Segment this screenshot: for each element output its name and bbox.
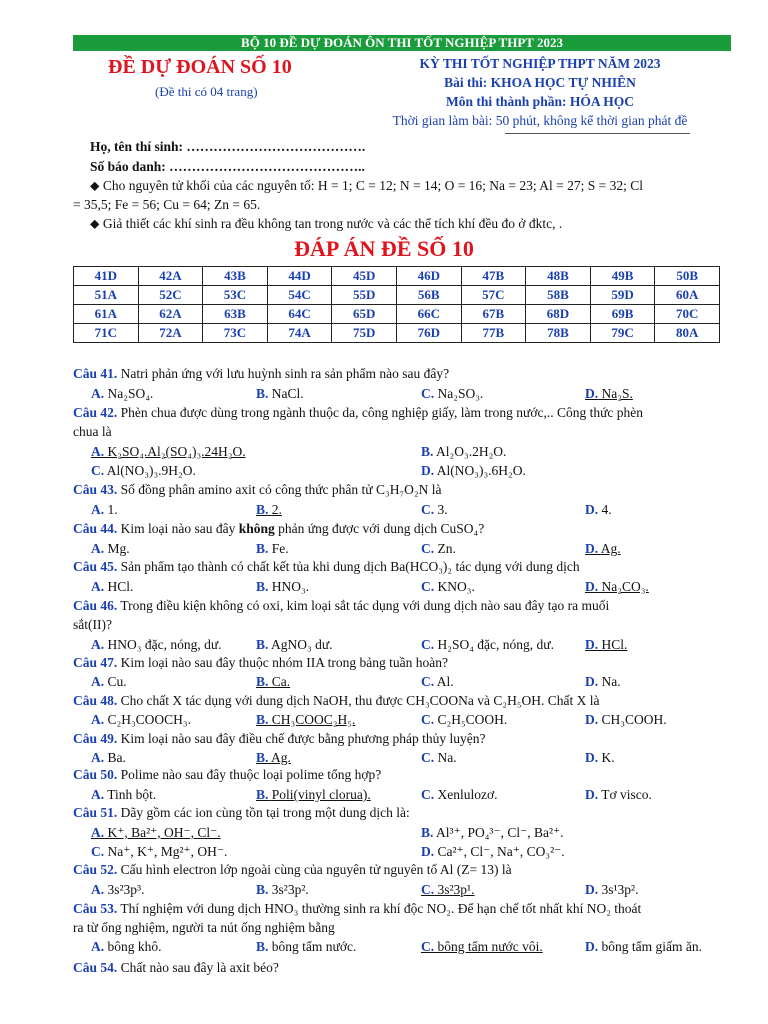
answer-cell: 44D (267, 267, 332, 286)
option-49-c: C. Na. (421, 750, 457, 765)
question-51: Câu 51. Dãy gồm các ion cùng tồn tại trong một dung dịch là: (73, 805, 410, 820)
option-51-a: A. K⁺, Ba²⁺, OH⁻, Cl⁻. (91, 825, 221, 840)
answer-cell: 62A (138, 305, 203, 324)
question-49: Câu 49. Kim loại nào sau đây điều chế được bằng phương pháp thủy luyện? (73, 731, 486, 746)
answer-cell: 66C (396, 305, 461, 324)
question-42-cont: chua là (73, 424, 112, 439)
answer-cell: 46D (396, 267, 461, 286)
answer-cell: 49B (590, 267, 655, 286)
question-45: Câu 45. Sản phẩm tạo thành có chất kết tủa khi dung dịch Ba(HCO₃)₂ tác dụng với dung dịch (73, 559, 580, 574)
answer-cell: 64C (267, 305, 332, 324)
option-45-d: D. Na₂CO₃. (585, 579, 649, 594)
option-50-d: D. Tơ visco. (585, 787, 652, 802)
candidate-number: Số báo danh: …………………………………….. (90, 159, 365, 174)
answer-cell: 65D (332, 305, 397, 324)
divider (505, 133, 690, 134)
option-48-b: B. CH₃COOC₂H₅. (256, 712, 356, 727)
option-47-b: B. Ca. (256, 674, 291, 689)
gas-assumption-note: ⬥ Giả thiết các khí sinh ra đều không tan trong nước và các thể tích khí đều đo ở đktc, . (90, 216, 563, 231)
option-42-c: C. Al(NO₃)₃.9H₂O. (91, 463, 196, 478)
question-47: Câu 47. Kim loại nào sau đây thuộc nhóm IIA trong bảng tuần hoàn? (73, 655, 448, 670)
option-46-b: B. AgNO₃ dư. (256, 637, 333, 652)
option-45-b: B. HNO₃. (256, 579, 310, 594)
exam-time: Thời gian làm bài: 50 phút, không kể thời gian phát đề (392, 113, 688, 128)
answer-cell: 51A (74, 286, 139, 305)
option-43-c: C. 3. (421, 502, 448, 517)
option-44-a: A. Mg. (91, 541, 130, 556)
answer-cell: 73C (203, 324, 268, 343)
option-51-c: C. Na⁺, K⁺, Mg²⁺, OH⁻. (91, 844, 228, 859)
option-53-a: A. bông khô. (91, 939, 162, 954)
answer-cell: 76D (396, 324, 461, 343)
question-54: Câu 54. Chất nào sau đây là axit béo? (73, 960, 279, 975)
option-41-a: A. Na₂SO₄. (91, 386, 154, 401)
option-48-a: A. C₂H₃COOCH₃. (91, 712, 192, 727)
page-count-note: (Đề thi có 04 trang) (155, 84, 258, 99)
question-53-cont: ra từ ống nghiệm, người ta nút ống nghiệm bằng (73, 920, 335, 935)
option-48-d: D. CH₃COOH. (585, 712, 667, 727)
answer-cell: 53C (203, 286, 268, 305)
option-53-c: C. bông tẩm nước vôi. (421, 939, 543, 954)
exam-subject: Bài thi: KHOA HỌC TỰ NHIÊN (444, 75, 636, 90)
answer-cell: 63B (203, 305, 268, 324)
option-50-a: A. Tinh bột. (91, 787, 157, 802)
option-42-b: B. Al₂O₃.2H₂O. (421, 444, 507, 459)
answer-cell: 69B (590, 305, 655, 324)
option-52-b: B. 3s²3p². (256, 882, 309, 897)
option-43-a: A. 1. (91, 502, 118, 517)
answer-cell: 72A (138, 324, 203, 343)
exam-component: Môn thi thành phần: HÓA HỌC (446, 94, 634, 109)
question-53: Câu 53. Thí nghiệm với dung dịch HNO₃ thường sinh ra khí độc NO₂. Để hạn chế tốt nhất khí NO₂ thoát (73, 901, 642, 916)
answer-cell: 67B (461, 305, 526, 324)
atomic-mass-note-cont: = 35,5; Fe = 56; Cu = 64; Zn = 65. (73, 197, 261, 212)
answer-cell: 78B (526, 324, 591, 343)
option-45-a: A. HCl. (91, 579, 134, 594)
option-48-c: C. C₂H₅COOH. (421, 712, 508, 727)
answer-cell: 50B (655, 267, 720, 286)
answer-cell: 74A (267, 324, 332, 343)
option-43-d: D. 4. (585, 502, 612, 517)
header-banner: BỘ 10 ĐỀ DỰ ĐOÁN ÔN THI TỐT NGHIỆP THPT 2023 (73, 35, 731, 51)
answer-cell: 55D (332, 286, 397, 305)
option-44-d: D. Ag. (585, 541, 621, 556)
answer-cell: 61A (74, 305, 139, 324)
option-53-d: D. bông tẩm giấm ăn. (585, 939, 702, 954)
question-52: Câu 52. Cấu hình electron lớp ngoài cùng của nguyên tử nguyên tố Al (Z= 13) là (73, 862, 512, 877)
answer-cell: 42A (138, 267, 203, 286)
answer-cell: 52C (138, 286, 203, 305)
atomic-mass-note: ⬥ Cho nguyên tử khối của các nguyên tố: H = 1; C = 12; N = 14; O = 16; Na = 23; Al = 27; S = 32; Cl (90, 178, 644, 193)
answer-cell: 70C (655, 305, 720, 324)
option-41-d: D. Na₂S. (585, 386, 633, 401)
question-46-cont: sắt(II)? (73, 617, 112, 632)
question-44: Câu 44. Kim loại nào sau đây không phản ứng được với dung dịch CuSO₄? (73, 521, 485, 536)
answer-key-table (73, 266, 720, 343)
option-43-b: B. 2. (256, 502, 282, 517)
option-49-b: B. Ag. (256, 750, 291, 765)
option-49-a: A. Ba. (91, 750, 126, 765)
option-49-d: D. K. (585, 750, 615, 765)
option-52-c: C. 3s²3p¹. (421, 882, 475, 897)
option-50-b: B. Poli(vinyl clorua). (256, 787, 371, 802)
option-51-d: D. Ca²⁺, Cl⁻, Na⁺, CO₃²⁻. (421, 844, 565, 859)
answer-cell: 59D (590, 286, 655, 305)
answer-cell: 68D (526, 305, 591, 324)
option-41-b: B. NaCl. (256, 386, 304, 401)
option-44-b: B. Fe. (256, 541, 289, 556)
table-row (74, 305, 720, 324)
answer-cell: 48B (526, 267, 591, 286)
table-row (74, 267, 720, 286)
option-44-c: C. Zn. (421, 541, 456, 556)
option-46-a: A. HNO₃ đặc, nóng, dư. (91, 637, 222, 652)
option-45-c: C. KNO₃. (421, 579, 475, 594)
answer-cell: 77B (461, 324, 526, 343)
answer-cell: 80A (655, 324, 720, 343)
question-46: Câu 46. Trong điều kiện không có oxi, kim loại sắt tác dụng với dung dịch nào sau đây tạo ra muối (73, 598, 610, 613)
question-48: Câu 48. Cho chất X tác dụng với dung dịch NaOH, thu được CH₃COONa và C₂H₅OH. Chất X là (73, 693, 600, 708)
answer-cell: 58B (526, 286, 591, 305)
exam-name: KỲ THI TỐT NGHIỆP THPT NĂM 2023 (419, 56, 661, 71)
option-42-a: A. K₂SO₄.Al₂(SO₄)₃.24H₂O. (91, 444, 246, 459)
answer-cell: 56B (396, 286, 461, 305)
option-41-c: C. Na₂SO₃. (421, 386, 484, 401)
question-50: Câu 50. Polime nào sau đây thuộc loại polime tổng hợp? (73, 767, 382, 782)
answer-cell: 60A (655, 286, 720, 305)
option-52-d: D. 3s¹3p². (585, 882, 639, 897)
option-50-c: C. Xenlulozơ. (421, 787, 498, 802)
answer-cell: 47B (461, 267, 526, 286)
option-47-d: D. Na. (585, 674, 621, 689)
option-47-a: A. Cu. (91, 674, 127, 689)
question-42: Câu 42. Phèn chua được dùng trong ngành thuộc da, công nghiệp giấy, làm trong nước,.. Công thức phèn (73, 405, 644, 420)
option-51-b: B. Al³⁺, PO₄³⁻, Cl⁻, Ba²⁺. (421, 825, 564, 840)
question-43: Câu 43. Số đồng phân amino axit có công thức phân tử C₃H₇O₂N là (73, 482, 442, 497)
answer-cell: 75D (332, 324, 397, 343)
option-53-b: B. bông tẩm nước. (256, 939, 357, 954)
option-47-c: C. Al. (421, 674, 454, 689)
answer-cell: 43B (203, 267, 268, 286)
answer-cell: 79C (590, 324, 655, 343)
candidate-name: Họ, tên thí sinh: …………………………………. (90, 139, 366, 154)
option-52-a: A. 3s²3p³. (91, 882, 145, 897)
exam-info-block (360, 54, 720, 130)
answer-cell: 41D (74, 267, 139, 286)
answer-cell: 45D (332, 267, 397, 286)
answer-key-title: ĐÁP ÁN ĐỀ SỐ 10 (294, 236, 474, 261)
exam-title: ĐỀ DỰ ĐOÁN SỐ 10 (108, 56, 292, 78)
question-41: Câu 41. Natri phản ứng với lưu huỳnh sinh ra sản phẩm nào sau đây? (73, 366, 450, 381)
option-42-d: D. Al(NO₃)₃.6H₂O. (421, 463, 526, 478)
option-46-c: C. H₂SO₄ đặc, nóng, dư. (421, 637, 554, 652)
table-row (74, 324, 720, 343)
table-row (74, 286, 720, 305)
option-46-d: D. HCl. (585, 637, 628, 652)
answer-cell: 54C (267, 286, 332, 305)
answer-cell: 57C (461, 286, 526, 305)
answer-cell: 71C (74, 324, 139, 343)
